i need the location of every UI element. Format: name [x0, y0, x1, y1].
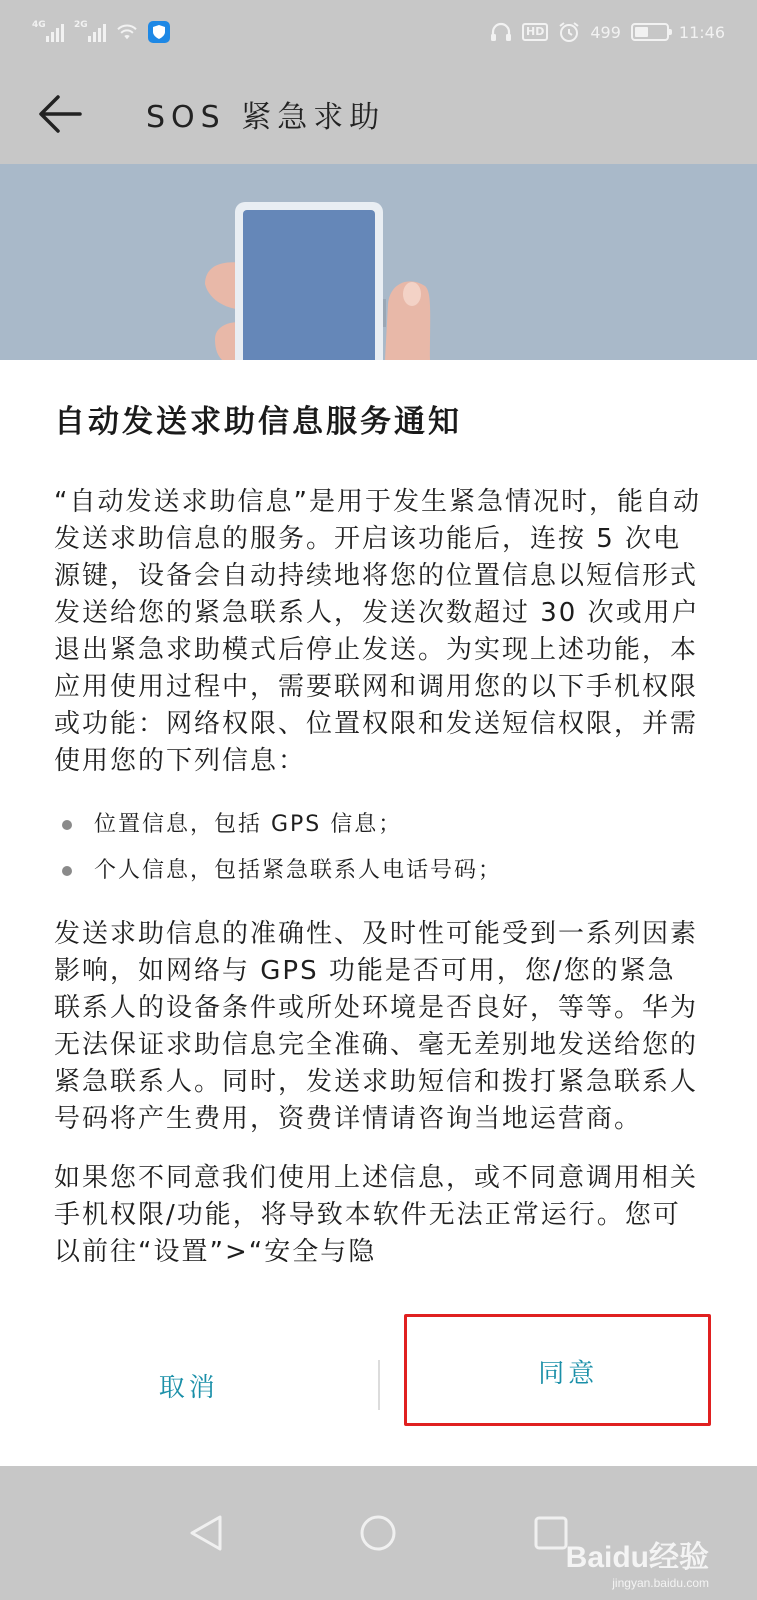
- app-bar: [0, 64, 757, 164]
- status-left: [32, 21, 170, 43]
- cellular-signal-2-icon: [74, 22, 106, 42]
- hd-voice-icon: HD: [522, 23, 548, 41]
- agree-button-wrapper: [380, 1304, 757, 1466]
- battery-icon: [631, 23, 669, 41]
- triangle-back-icon: [188, 1513, 224, 1553]
- hand-phone-illustration: [0, 164, 757, 360]
- wifi-icon: [116, 23, 138, 41]
- network-type-label: 4G: [32, 20, 46, 30]
- notice-paragraph-3: 如果您不同意我们使用上述信息，或不同意调用相关手机权限/功能，将导致本软件无法正常运行。您可以前往“设置”>“安全与隐: [54, 1163, 699, 1267]
- nav-home-button[interactable]: [348, 1503, 408, 1563]
- alarm-icon: [558, 21, 580, 43]
- cancel-button[interactable]: 取消: [158, 1372, 219, 1403]
- headphones-icon: [490, 22, 512, 42]
- watermark-url: jingyan.baidu.com: [612, 1576, 709, 1590]
- circle-home-icon: [358, 1513, 398, 1553]
- watermark: [566, 1532, 709, 1590]
- dialog-content: [0, 360, 757, 1304]
- status-time: 11:46: [678, 22, 725, 42]
- back-button[interactable]: [30, 84, 90, 144]
- status-bar: [0, 0, 757, 64]
- notice-dialog: [0, 164, 757, 1466]
- notice-paragraph-1: “自动发送求助信息”是用于发生紧急情况时，能自动发送求助信息的服务。开启该功能后，连按 5 次电源键，设备会自动持续地将您的位置信息以短信形式发送给您的紧急联系人，发送次数超过 30 次或用户退出紧急求助模式后停止发送。为实现上述功能，本应用使用过程中，需要联网和调用您的以下手机权限或功能：网络权限、位置权限和发送短信权限，并需使用您的下列信息：: [54, 487, 701, 776]
- dialog-buttons: [0, 1304, 757, 1466]
- agree-button[interactable]: 同意: [538, 1358, 599, 1389]
- watermark-logo: Baidu经验: [565, 1541, 709, 1574]
- list-item: 位置信息，包括 GPS 信息；: [54, 802, 703, 848]
- square-recents-icon: [533, 1515, 569, 1551]
- status-right: [490, 21, 725, 43]
- info-list: [54, 802, 703, 894]
- nav-back-button[interactable]: [176, 1503, 236, 1563]
- page-title: SOS 紧急求助: [146, 100, 386, 135]
- hero-illustration: [0, 164, 757, 360]
- security-shield-icon: [148, 21, 170, 43]
- back-arrow-icon: [38, 94, 82, 134]
- notice-paragraph-2: 发送求助信息的准确性、及时性可能受到一系列因素影响，如网络与 GPS 功能是否可用，您/您的紧急联系人的设备条件或所处环境是否良好，等等。华为无法保证求助信息完全准确、毫无差别地发送给您的紧急联系人。同时，发送求助短信和拨打紧急联系人号码将产生费用，资费详情请咨询当地运营商。: [54, 919, 699, 1134]
- list-item: 个人信息，包括紧急联系人电话号码；: [54, 848, 703, 894]
- navigation-bar: [0, 1466, 757, 1600]
- dialog-title: 自动发送求助信息服务通知: [54, 404, 462, 440]
- network-type-2-label: 2G: [74, 20, 88, 30]
- cellular-signal-icon: [32, 22, 64, 42]
- network-speed-label: 499: [590, 22, 621, 42]
